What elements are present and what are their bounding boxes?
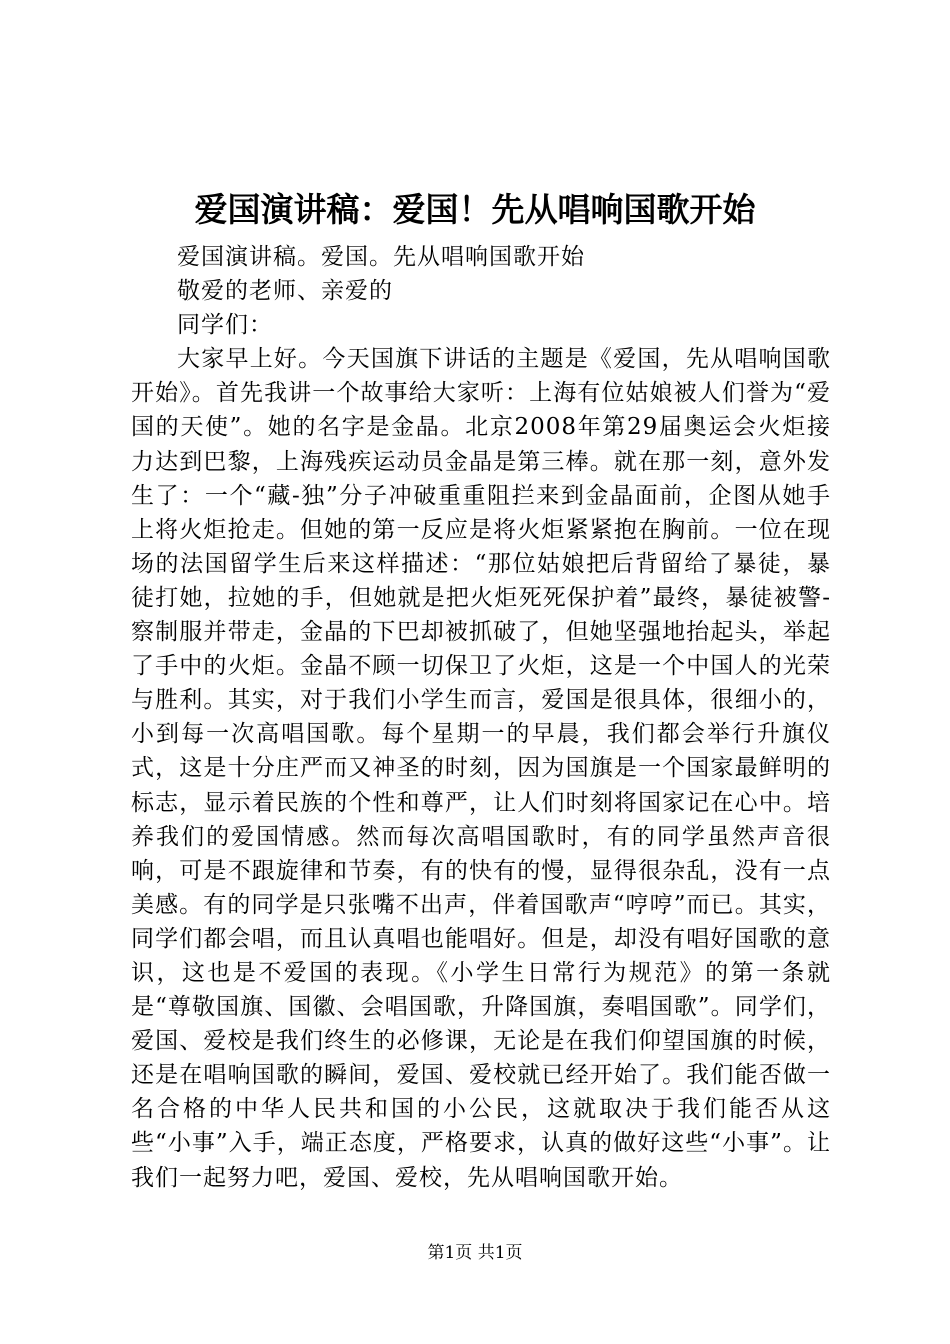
paragraph-main-speech: 大家早上好。今天国旗下讲话的主题是《爱国，先从唱响国歌开始》。首先我讲一个故事给大家听：上海有位姑娘被人们誉为“爱国的天使”。她的名字是金晶。北京2008年第29届奥运会火炬接力达到巴黎，上海残疾运动员金晶是第三棒。就在那一刻，意外发生了：一个“藏-独”分子冲破重重阻拦来到金晶面前，企图从她手上将火炬抢走。但她的第一反应是将火炬紧紧抱在胸前。一位在现场的法国留学生后来这样描述：“那位姑娘把后背留给了暴徒，暴徒打她，拉她的手，但她就是把火炬死死保护着”最终，暴徒被警-察制服并带走，金晶的下巴却被抓破了，但她坚强地抬起头，举起了手中的火炬。金晶不顾一切保卫了火炬，这是一个中国人的光荣与胜利。其实，对于我们小学生而言，爱国是很具体，很细小的，小到每一次高唱国歌。每个星期一的早晨，我们都会举行升旗仪式，这是十分庄严而又神圣的时刻，因为国旗是一个国家最鲜明的标志，显示着民族的个性和尊严，让人们时刻将国家记在心中。培养我们的爱国情感。然而每次高唱国歌时，有的同学虽然声音很响，可是不跟旋律和节奏，有的快有的慢，显得很杂乱，没有一点美感。有的同学是只张嘴不出声，伴着国歌声“哼哼”而已。其实，同学们都会唱，而且认真唱也能唱好。但是，却没有唱好国歌的意识，这也是不爱国的表现。《小学生日常行为规范》的第一条就是“尊敬国旗、国徽、会唱国歌，升降国旗，奏唱国歌”。同学们，爱国、爱校是我们终生的必修课，无论是在我们仰望国旗的时候，还是在唱响国歌的瞬间，爱国、爱校就已经开始了。我们能否做一名合格的中华人民共和国的小公民，这就取决于我们能否从这些“小事”入手，端正态度，严格要求，认真的做好这些“小事”。让我们一起努力吧，爱国、爱校，先从唱响国歌开始。 bbox=[131, 346, 831, 1191]
paragraph-salutation-continued: 同学们： bbox=[177, 312, 273, 339]
page-footer bbox=[0, 1240, 950, 1266]
page-number: 第1页 共1页 bbox=[427, 1243, 523, 1263]
document-title: 爱国演讲稿：爱国！先从唱响国歌开始 bbox=[194, 190, 756, 229]
paragraph-salutation: 敬爱的老师、亲爱的 bbox=[177, 278, 393, 305]
paragraph-subtitle: 爱国演讲稿。爱国。先从唱响国歌开始 bbox=[177, 244, 585, 270]
document-body bbox=[131, 240, 831, 1195]
